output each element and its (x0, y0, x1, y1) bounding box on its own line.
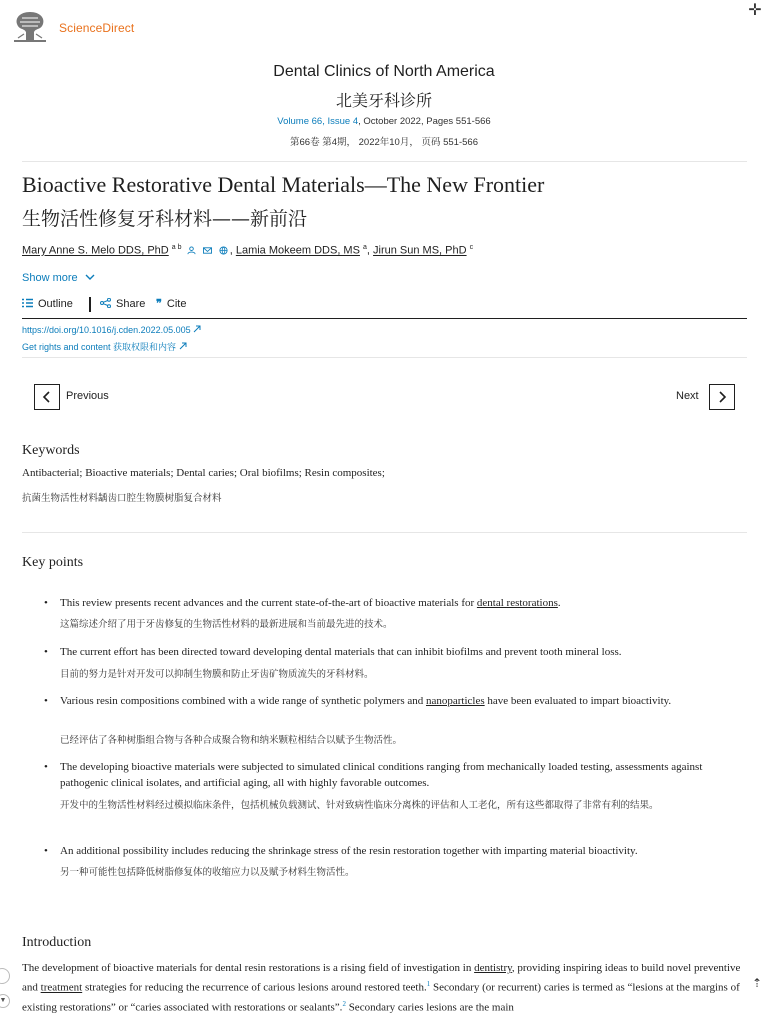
divider (22, 532, 747, 533)
key-point-item (44, 644, 740, 660)
journal-issue-info-cn: 第66卷 第4期， 2022年10月， 页码 551-566 (290, 137, 478, 148)
intro-text: , providing inspiring ideas to build novel preventive and (22, 962, 741, 994)
dentistry-link[interactable]: dentistry (474, 962, 512, 974)
reference-link[interactable]: 1 (426, 980, 431, 988)
issue-date-pages: , October 2022, Pages 551-566 (358, 116, 491, 127)
bullet: • (44, 761, 48, 773)
author-affiliation[interactable]: a b (171, 244, 182, 251)
next-button[interactable] (709, 384, 735, 410)
key-point-translation: 开发中的生物活性材料经过模拟临床条件，包括机械负载测试、针对致病性临床分离株的评估和人工老化，所有这些都取得了非常有利的结果。 (60, 800, 659, 811)
author-link[interactable]: Mary Anne S. Melo DDS, PhD (22, 244, 169, 257)
bullet: • (44, 597, 48, 609)
side-handle[interactable] (0, 968, 10, 984)
author-link[interactable]: Lamia Mokeem DDS, MS (235, 244, 360, 257)
chevron-down-icon (85, 273, 95, 281)
introduction-paragraph (22, 960, 746, 1015)
journal-title-cn: 北美牙科诊所 (335, 93, 432, 110)
next-label[interactable]: Next (676, 390, 699, 402)
outline-label: Outline (38, 298, 73, 310)
intro-text: Secondary caries lesions are the main (345, 1001, 514, 1014)
keywords-list: Antibacterial; Bioactive materials; Dental caries; Oral biofilms; Resin composites; (22, 467, 385, 479)
chevron-left-icon (42, 391, 52, 403)
key-point-translation: 目前的努力是针对开发可以抑制生物膜和防止牙齿矿物质流失的牙科材料。 (60, 669, 374, 680)
previous-label[interactable]: Previous (66, 390, 109, 402)
keywords-list-cn: 抗菌生物活性材料龋齿口腔生物膜树脂复合材料 (22, 493, 222, 504)
expand-down-icon[interactable]: ▼ (0, 994, 10, 1008)
nanoparticles-link[interactable]: nanoparticles (425, 695, 485, 707)
chevron-right-icon (717, 391, 727, 403)
key-point-text: This review presents recent advances and the current state-of-the-art of bioactive materials for (60, 597, 477, 609)
web-icon[interactable] (219, 246, 228, 255)
external-link-icon (179, 342, 187, 350)
author-list: Mary Anne S. Melo DDS, PhD $^{a b}$ , Lamia Mokeem DDS, MS $^a$, Jirun Sun MS, PhD $^c$ (22, 244, 474, 257)
rights-link[interactable] (22, 340, 187, 353)
key-point-text: Various resin compositions combined with a wide range of synthetic polymers and (60, 695, 426, 707)
key-point-item (44, 843, 740, 859)
doi-text: https://doi.org/10.1016/j.cden.2022.05.005 (22, 325, 191, 335)
author-affiliation[interactable]: a (363, 244, 367, 251)
key-point-text: The current effort has been directed toward developing dental materials that can inhibit biofilms and prevent tooth mineral loss. (60, 646, 622, 658)
divider (22, 357, 747, 358)
top-bar (0, 0, 768, 50)
key-point-translation: 另一种可能性包括降低树脂修复体的收缩应力以及赋予材料生物活性。 (60, 867, 355, 878)
article-title: Bioactive Restorative Dental Materials—The New Frontier (22, 172, 545, 197)
doi-link[interactable] (22, 325, 201, 335)
quote-icon: ❞ (156, 298, 162, 310)
key-point-translation: 已经评估了各种树脂组合物与各种合成聚合物和纳米颗粒相结合以赋予生物活性。 (60, 735, 403, 746)
rights-text: Get rights and content 获取权限和内容 (22, 342, 177, 352)
key-point-text: . (557, 597, 561, 609)
share-icon (100, 298, 111, 308)
sciencedirect-wordmark[interactable]: ScienceDirect (59, 21, 135, 35)
intro-text: Secondary (or recurrent) caries is termed as “lesions at the margins of existing restorations” or “caries associated with restorations or sealants”. (22, 981, 740, 1014)
author-link[interactable]: Jirun Sun MS, PhD (373, 244, 467, 257)
intro-text: strategies for reducing the recurrence of carious lesions around restored teeth. (82, 981, 427, 994)
share-button[interactable] (100, 296, 145, 312)
cite-button[interactable] (156, 296, 186, 312)
share-label: Share (116, 298, 146, 310)
previous-button[interactable] (34, 384, 60, 410)
journal-issue-info (0, 116, 768, 127)
key-point-item (44, 595, 740, 611)
show-more-button[interactable] (22, 272, 95, 284)
key-point-item (44, 759, 740, 791)
article-title-cn: 生物活性修复牙科材料——新前沿 (22, 208, 308, 230)
intro-text: The development of bioactive materials for dental resin restorations is a rising field of investigation in (22, 962, 475, 974)
volume-issue-link[interactable]: Volume 66, Issue 4 (277, 116, 359, 127)
divider (22, 161, 747, 162)
show-more-label: Show more (22, 272, 78, 284)
bullet: • (44, 646, 48, 658)
external-link-icon (193, 325, 201, 333)
email-icon[interactable] (203, 246, 212, 255)
introduction-heading: Introduction (22, 935, 92, 950)
person-icon[interactable] (187, 246, 196, 255)
keywords-heading: Keywords (22, 443, 80, 458)
dental-restorations-link[interactable]: dental restorations (476, 597, 558, 609)
treatment-link[interactable]: treatment (40, 981, 83, 994)
author-affiliation[interactable]: c (469, 244, 474, 251)
elsevier-logo[interactable] (10, 8, 50, 44)
reference-link[interactable]: 2 (342, 999, 346, 1008)
bullet: • (44, 695, 48, 707)
key-point-text: The developing bioactive materials were subjected to simulated clinical conditions ranging from mechanically loaded testing, assessments against pathogenic clinical isolates, and artificial aging, all with highly favorable outcomes. (60, 761, 703, 789)
scroll-top-icon[interactable]: ⇡ (751, 976, 762, 990)
key-point-item (44, 693, 740, 709)
cite-label: Cite (166, 298, 187, 310)
journal-title[interactable]: Dental Clinics of North America (273, 63, 495, 80)
key-point-text: An additional possibility includes reducing the shrinkage stress of the resin restoration together with imparting material bioactivity. (60, 845, 638, 857)
key-point-text: have been evaluated to impart bioactivity. (484, 695, 672, 707)
key-points-heading: Key points (22, 555, 84, 570)
move-cursor-icon: ✛ (748, 2, 762, 19)
toolbar-divider (89, 297, 91, 312)
bullet: • (44, 845, 48, 857)
key-point-translation: 这篇综述介绍了用于牙齿修复的生物活性材料的最新进展和当前最先进的技术。 (60, 619, 393, 630)
outline-button[interactable] (22, 296, 73, 312)
article-toolbar (22, 296, 747, 319)
list-icon (22, 298, 33, 308)
